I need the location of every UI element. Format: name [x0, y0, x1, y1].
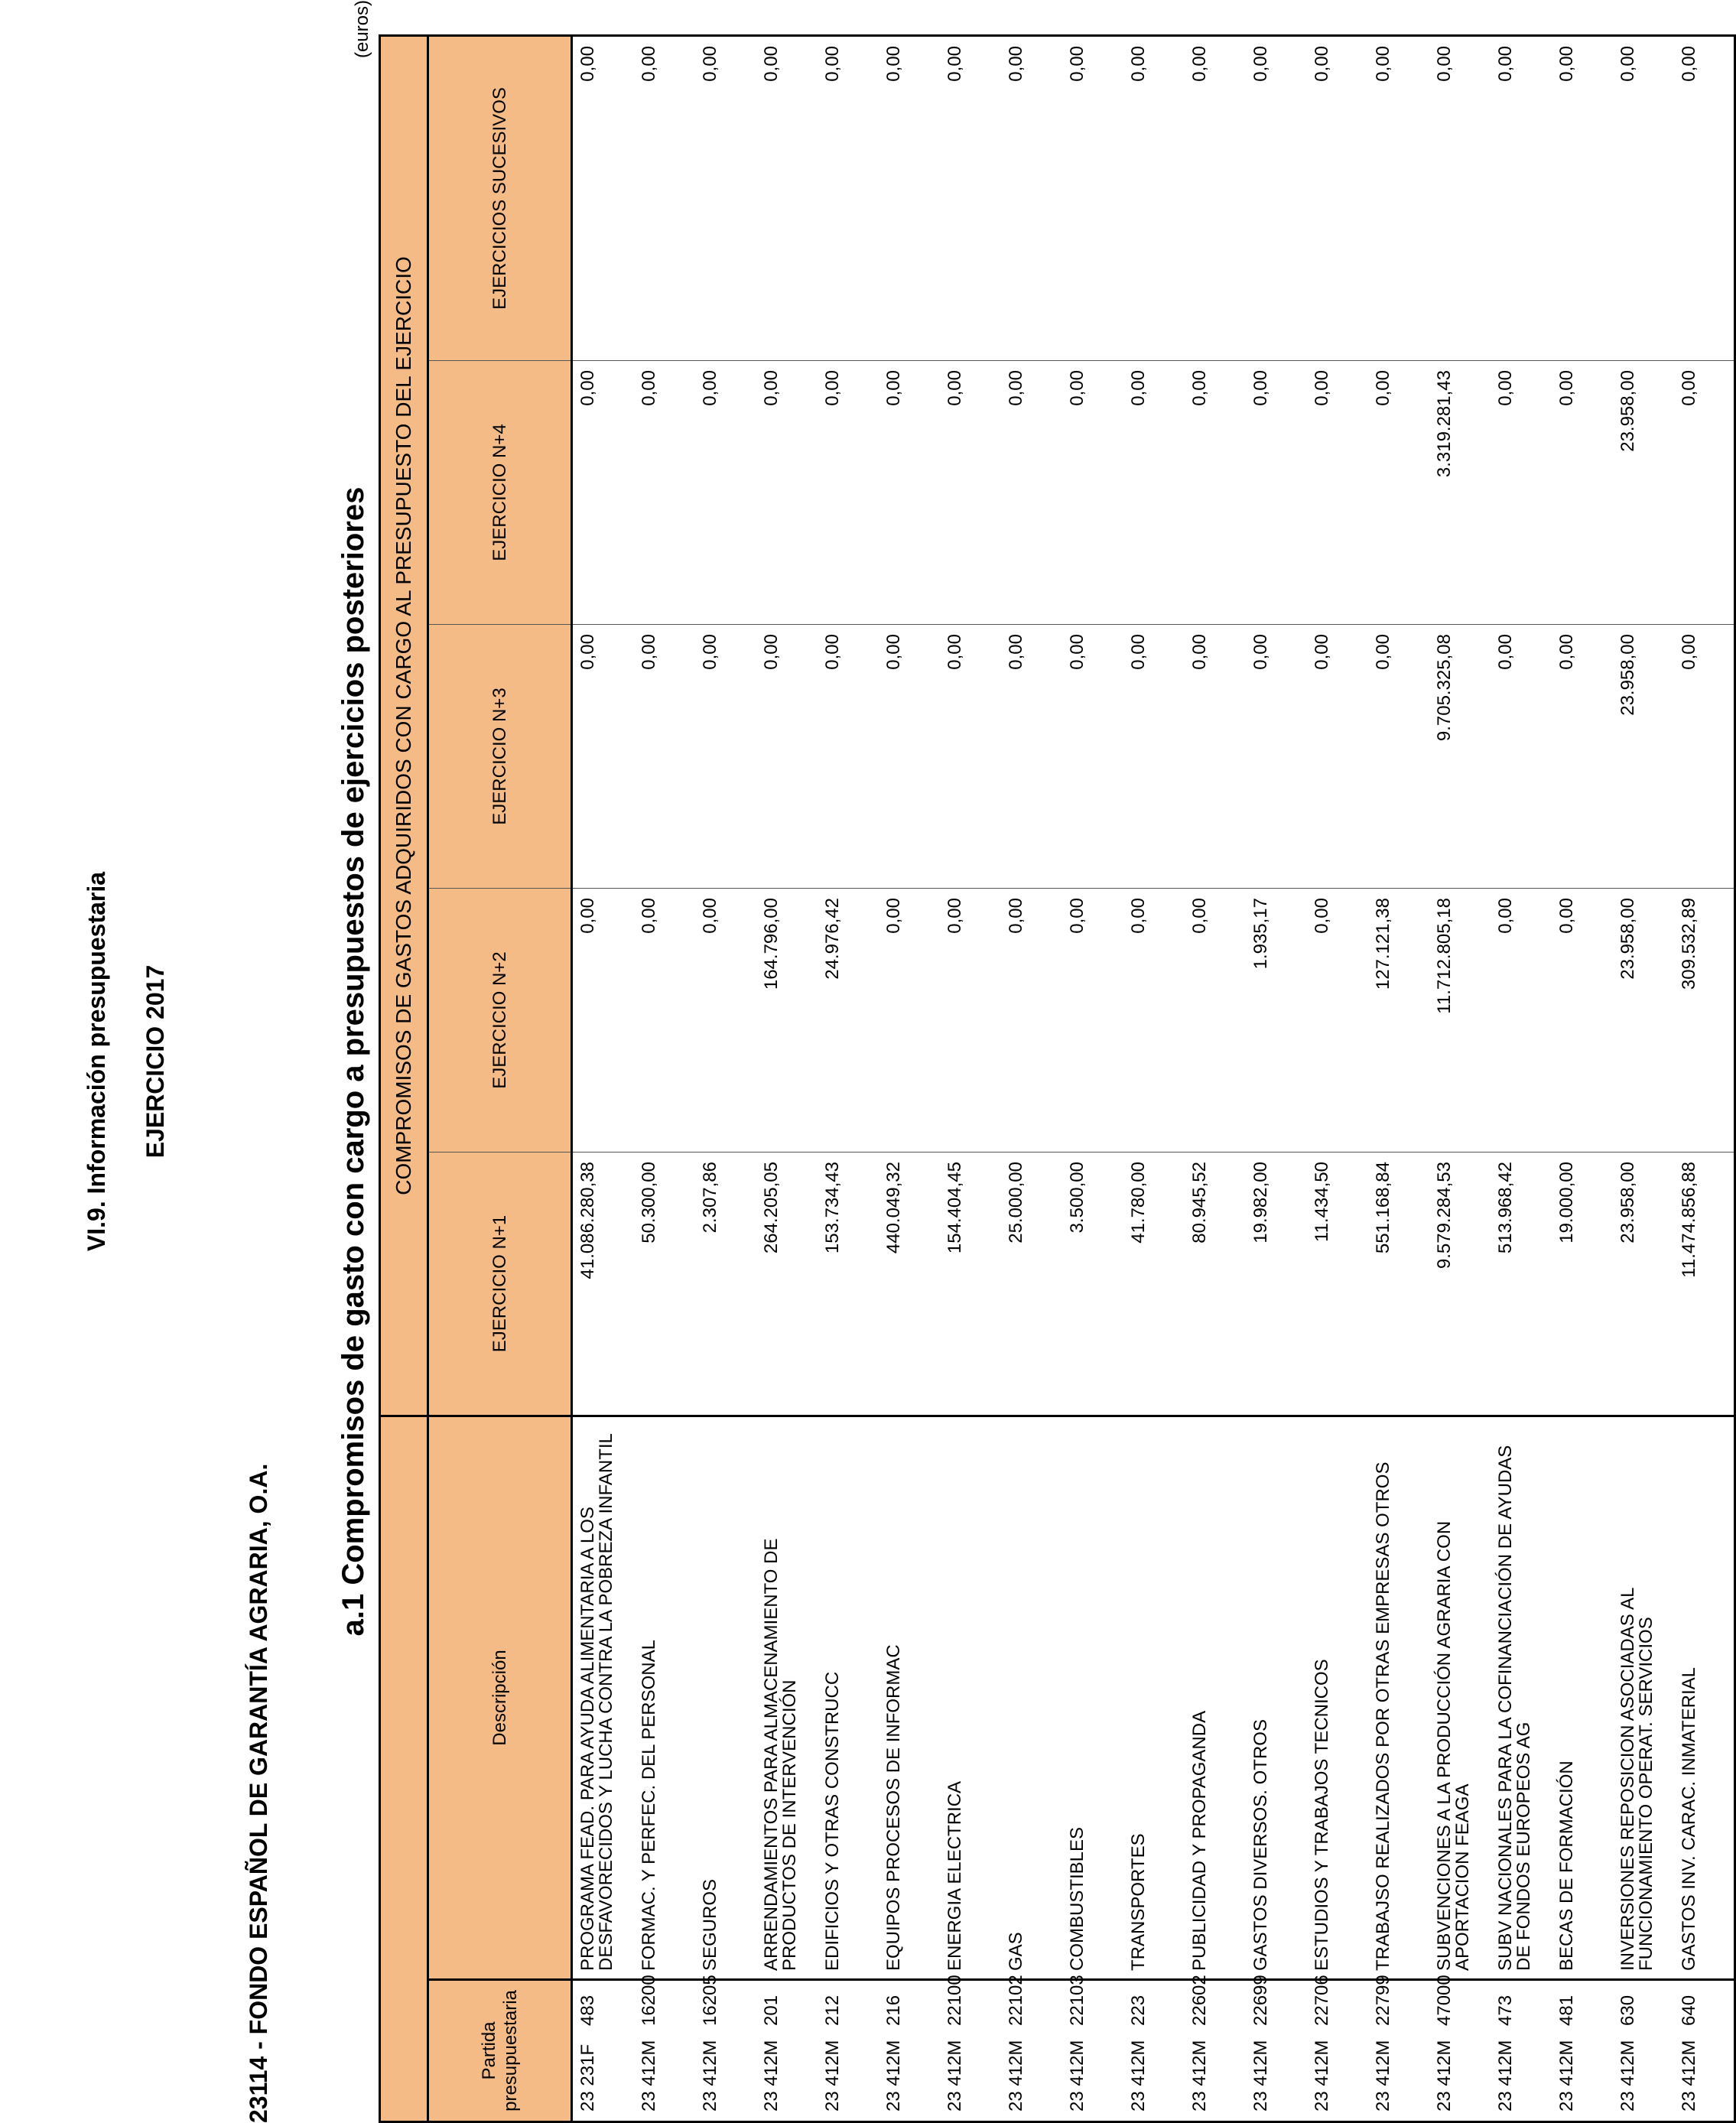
ejercicio-n3-cell: 0,00: [1491, 625, 1552, 889]
description-cell: [1674, 1416, 1735, 1980]
description-cell: [1613, 1416, 1674, 1980]
ejercicio-n1-cell: 11.474.856,88: [1674, 1153, 1735, 1416]
description-text: TRABAJSO REALIZADOS POR OTRAS EMPRESAS OTROS: [1373, 1461, 1393, 1971]
partida-section: 23 231F: [577, 2043, 598, 2112]
partida-cell: [634, 1975, 695, 2122]
ejercicios-sucesivos-cell: 0,00: [1613, 35, 1674, 360]
ejercicios-sucesivos-cell: 0,00: [634, 35, 695, 360]
ejercicio-n2-cell: 1.935,17: [1246, 889, 1307, 1153]
ejercicio-n3-cell: 0,00: [1123, 625, 1185, 889]
partida-section: 23 412M: [1556, 2040, 1577, 2112]
ejercicio-n1-cell: 440.049,32: [879, 1153, 940, 1416]
description-cell: [756, 1416, 818, 1980]
partida-section: 23 412M: [1495, 2040, 1516, 2112]
description-text: SEGUROS: [700, 1878, 720, 1971]
description-cell: [1307, 1416, 1368, 1980]
organization-name: 23114 - FONDO ESPAÑOL DE GARANTÍA AGRARIA, O.A.: [245, 1463, 272, 2123]
partida-code: 212: [822, 1995, 843, 2026]
description-text: ENERGIA ELECTRICA: [944, 1780, 965, 1971]
ejercicio-n2-cell: 0,00: [1185, 889, 1246, 1153]
column-header-partida: Partida presupuestaria: [428, 1980, 572, 2122]
ejercicio-n4-cell: 0,00: [1062, 361, 1123, 625]
partida-code: 22699: [1250, 1975, 1271, 2026]
description-cell: [1429, 1416, 1491, 1980]
partida-section: 23 412M: [1373, 2040, 1393, 2112]
partida-cell: [1246, 1975, 1307, 2122]
partida-cell: [756, 1980, 818, 2122]
table-row: [1552, 35, 1613, 2121]
partida-cell: [1491, 1980, 1552, 2122]
ejercicio-n4-cell: 0,00: [756, 361, 818, 625]
description-text: SUBVENCIONES A LA PRODUCCIÓN AGRARIA CON APORTACION FEAGA: [1434, 1520, 1473, 1971]
partida-section: 23 412M: [1189, 2040, 1210, 2112]
ejercicio-n2-cell: 0,00: [1552, 889, 1613, 1153]
ejercicios-sucesivos-cell: 0,00: [695, 35, 756, 360]
partida-cell: [1429, 1975, 1491, 2122]
ejercicio-n1-cell: 264.205,05: [756, 1153, 818, 1416]
ejercicio-n4-cell: 0,00: [572, 361, 635, 625]
table-row: [1674, 35, 1735, 2121]
partida-cell: [940, 1975, 1001, 2122]
description-cell: [1552, 1416, 1613, 1980]
partida-section: 23 412M: [1128, 2040, 1149, 2112]
ejercicio-n1-cell: 80.945,52: [1185, 1153, 1246, 1416]
partida-section: 23 412M: [639, 2040, 659, 2112]
description-cell: [634, 1416, 695, 1980]
partida-cell: [1613, 1980, 1674, 2122]
partida-cell: [879, 1980, 940, 2122]
ejercicio-n1-cell: 25.000,00: [1001, 1153, 1062, 1416]
partida-code: 216: [883, 1995, 904, 2026]
partida-cell: [695, 1975, 756, 2122]
ejercicio-n1-cell: 154.404,45: [940, 1153, 1001, 1416]
description-text: FORMAC. Y PERFEC. DEL PERSONAL: [639, 1640, 659, 1971]
ejercicios-sucesivos-cell: 0,00: [1368, 35, 1429, 360]
table-row: [695, 35, 756, 2121]
partida-code: 640: [1679, 1995, 1699, 2026]
partida-section: 23 412M: [944, 2040, 965, 2112]
ejercicio-n3-cell: 0,00: [940, 625, 1001, 889]
ejercicio-n3-cell: 0,00: [1062, 625, 1123, 889]
table-row: [1368, 35, 1429, 2121]
column-header-n2: EJERCICIO N+2: [428, 889, 572, 1153]
column-header-n3: EJERCICIO N+3: [428, 625, 572, 889]
description-cell: [818, 1416, 879, 1980]
ejercicio-n1-cell: 50.300,00: [634, 1153, 695, 1416]
partida-code: 16205: [700, 1975, 720, 2026]
description-cell: [940, 1416, 1001, 1980]
description-cell: [1001, 1416, 1062, 1980]
partida-code: 481: [1556, 1995, 1577, 2026]
ejercicio-n4-cell: 0,00: [695, 361, 756, 625]
partida-code: 22102: [1006, 1975, 1026, 2026]
ejercicio-n2-cell: 0,00: [940, 889, 1001, 1153]
partida-code: 22706: [1312, 1975, 1332, 2026]
ejercicio-n2-cell: 0,00: [695, 889, 756, 1153]
description-text: ARRENDAMIENTOS PARA ALMACENAMIENTO DE PRODUCTOS DE INTERVENCIÓN: [761, 1538, 800, 1971]
description-text: GASTOS DIVERSOS. OTROS: [1250, 1719, 1271, 1971]
ejercicios-sucesivos-cell: 0,00: [879, 35, 940, 360]
partida-section: 23 412M: [1250, 2040, 1271, 2112]
ejercicios-sucesivos-cell: 0,00: [818, 35, 879, 360]
page-title: VI.9. Información presupuestaria: [83, 871, 110, 1252]
ejercicio-n3-cell: 0,00: [879, 625, 940, 889]
ejercicio-n2-cell: 24.976,42: [818, 889, 879, 1153]
table-row: [634, 35, 695, 2121]
section-title: a.1 Compromisos de gasto con cargo a presupuestos de ejercicios posteriores: [336, 486, 370, 1637]
description-text: EQUIPOS PROCESOS DE INFORMAC: [883, 1644, 904, 1971]
table-body: [572, 35, 1735, 2121]
description-text: GASTOS INV. CARAC. INMATERIAL: [1679, 1667, 1699, 1971]
description-cell: [1246, 1416, 1307, 1980]
partida-section: 23 412M: [700, 2040, 720, 2112]
ejercicio-n3-cell: 0,00: [1368, 625, 1429, 889]
ejercicio-n4-cell: 0,00: [1307, 361, 1368, 625]
table-row: [879, 35, 940, 2121]
partida-section: 23 412M: [1067, 2040, 1087, 2112]
description-text: PROGRAMA FEAD. PARA AYUDA ALIMENTARIA A LOS DESFAVORECIDOS Y LUCHA CONTRA LA POBREZA INFANTIL: [577, 1433, 616, 1971]
table-row: [1001, 35, 1062, 2121]
description-cell: [879, 1416, 940, 1980]
partida-cell: [1062, 1975, 1123, 2122]
partida-cell: [818, 1980, 879, 2122]
ejercicios-sucesivos-cell: 0,00: [1001, 35, 1062, 360]
ejercicio-n2-cell: 127.121,38: [1368, 889, 1429, 1153]
ejercicio-n1-cell: 41.086.280,38: [572, 1153, 635, 1416]
ejercicio-n2-cell: 0,00: [1123, 889, 1185, 1153]
units-label: (euros): [352, 0, 372, 59]
description-cell: [1062, 1416, 1123, 1980]
partida-code: 483: [577, 1995, 598, 2026]
ejercicio-n1-cell: 551.168,84: [1368, 1153, 1429, 1416]
ejercicios-sucesivos-cell: 0,00: [572, 35, 635, 360]
ejercicios-sucesivos-cell: 0,00: [1062, 35, 1123, 360]
table-row: [1062, 35, 1123, 2121]
description-cell: [1185, 1416, 1246, 1980]
partida-section: 23 412M: [1006, 2040, 1026, 2112]
description-text: ESTUDIOS Y TRABAJOS TECNICOS: [1312, 1659, 1332, 1971]
partida-code: 22602: [1189, 1975, 1210, 2026]
column-header-descripcion: Descripción: [428, 1416, 572, 1980]
commitments-table: [379, 34, 1736, 2123]
ejercicio-n2-cell: 0,00: [572, 889, 635, 1153]
table-row: [1429, 35, 1491, 2121]
column-header-n1: EJERCICIO N+1: [428, 1153, 572, 1416]
partida-section: 23 412M: [1434, 2040, 1455, 2112]
ejercicio-n2-cell: 164.796,00: [756, 889, 818, 1153]
table-row: [818, 35, 879, 2121]
description-text: BECAS DE FORMACIÓN: [1556, 1760, 1577, 1971]
ejercicio-n3-cell: 0,00: [572, 625, 635, 889]
ejercicio-n1-cell: 11.434,50: [1307, 1153, 1368, 1416]
table-row: [572, 35, 635, 2121]
ejercicio-n1-cell: 19.000,00: [1552, 1153, 1613, 1416]
description-text: INVERSIONES REPOSICION ASOCIADAS AL FUNCIONAMIENTO OPERAT. SERVICIOS: [1617, 1588, 1656, 1971]
partida-code: 473: [1495, 1995, 1516, 2026]
ejercicios-sucesivos-cell: 0,00: [1552, 35, 1613, 360]
ejercicios-sucesivos-cell: 0,00: [1246, 35, 1307, 360]
ejercicio-n3-cell: 23.958,00: [1613, 625, 1674, 889]
ejercicio-n1-cell: 9.579.284,53: [1429, 1153, 1491, 1416]
ejercicio-n1-cell: 513.968,42: [1491, 1153, 1552, 1416]
ejercicio-n4-cell: 3.319.281,43: [1429, 361, 1491, 625]
partida-code: 16200: [639, 1975, 659, 2026]
table-row: [1613, 35, 1674, 2121]
ejercicio-n1-cell: 2.307,86: [695, 1153, 756, 1416]
description-cell: [1368, 1416, 1429, 1980]
ejercicios-sucesivos-cell: 0,00: [1674, 35, 1735, 360]
ejercicio-n2-cell: 0,00: [1062, 889, 1123, 1153]
partida-cell: [1185, 1975, 1246, 2122]
description-text: PUBLICIDAD Y PROPAGANDA: [1189, 1710, 1210, 1971]
ejercicio-n4-cell: 0,00: [1491, 361, 1552, 625]
ejercicio-n3-cell: 0,00: [1674, 625, 1735, 889]
description-text: SUBV NACIONALES PARA LA COFINANCIACIÓN DE AYUDAS DE FONDOS EUROPEOS AG: [1495, 1445, 1534, 1971]
ejercicios-sucesivos-cell: 0,00: [1123, 35, 1185, 360]
column-header-n4: EJERCICIO N+4: [428, 361, 572, 625]
ejercicio-n4-cell: 23.958,00: [1613, 361, 1674, 625]
ejercicio-n3-cell: 9.705.325,08: [1429, 625, 1491, 889]
ejercicio-n1-cell: 19.982,00: [1246, 1153, 1307, 1416]
partida-cell: [1307, 1975, 1368, 2122]
table-row: [1123, 35, 1185, 2121]
ejercicio-n4-cell: 0,00: [634, 361, 695, 625]
ejercicios-sucesivos-cell: 0,00: [1185, 35, 1246, 360]
ejercicio-n4-cell: 0,00: [818, 361, 879, 625]
ejercicio-n2-cell: 0,00: [1491, 889, 1552, 1153]
description-cell: [1123, 1416, 1185, 1980]
ejercicio-n2-cell: 0,00: [1001, 889, 1062, 1153]
ejercicio-n1-cell: 3.500,00: [1062, 1153, 1123, 1416]
partida-code: 201: [761, 1995, 782, 2026]
ejercicio-n2-cell: 0,00: [1307, 889, 1368, 1153]
ejercicio-n4-cell: 0,00: [1123, 361, 1185, 625]
partida-code: 22103: [1067, 1975, 1087, 2026]
partida-section: 23 412M: [761, 2040, 782, 2112]
table-row: [940, 35, 1001, 2121]
description-text: EDIFICIOS Y OTRAS CONSTRUCC: [822, 1671, 843, 1971]
ejercicio-n1-cell: 23.958,00: [1613, 1153, 1674, 1416]
partida-section: 23 412M: [1679, 2040, 1699, 2112]
description-text: TRANSPORTES: [1128, 1833, 1149, 1971]
page-subtitle: EJERCICIO 2017: [141, 964, 169, 1159]
partida-cell: [1674, 1980, 1735, 2122]
column-header-sucesivos: EJERCICIOS SUCESIVOS: [428, 35, 572, 360]
ejercicios-sucesivos-cell: 0,00: [1491, 35, 1552, 360]
partida-code: 22100: [944, 1975, 965, 2026]
ejercicio-n4-cell: 0,00: [940, 361, 1001, 625]
ejercicios-sucesivos-cell: 0,00: [1429, 35, 1491, 360]
table-row: [1246, 35, 1307, 2121]
partida-cell: [1001, 1975, 1062, 2122]
ejercicio-n4-cell: 0,00: [1368, 361, 1429, 625]
ejercicio-n4-cell: 0,00: [1001, 361, 1062, 625]
partida-section: 23 412M: [1617, 2040, 1638, 2112]
description-text: GAS: [1006, 1932, 1026, 1971]
ejercicio-n2-cell: 0,00: [879, 889, 940, 1153]
table-row: [1491, 35, 1552, 2121]
description-cell: [695, 1416, 756, 1980]
partida-code: 22799: [1373, 1975, 1393, 2026]
ejercicio-n3-cell: 0,00: [1246, 625, 1307, 889]
ejercicio-n4-cell: 0,00: [879, 361, 940, 625]
partida-section: 23 412M: [1312, 2040, 1332, 2112]
partida-cell: [1123, 1980, 1185, 2122]
partida-section: 23 412M: [883, 2040, 904, 2112]
ejercicio-n3-cell: 0,00: [634, 625, 695, 889]
ejercicio-n3-cell: 0,00: [756, 625, 818, 889]
table-row: [1185, 35, 1246, 2121]
ejercicio-n2-cell: 11.712.805,18: [1429, 889, 1491, 1153]
group-header: COMPROMISOS DE GASTOS ADQUIRIDOS CON CARGO AL PRESUPUESTO DEL EJERCICIO: [380, 35, 428, 1416]
description-cell: [1491, 1416, 1552, 1980]
description-cell: [572, 1416, 635, 1980]
ejercicio-n3-cell: 0,00: [818, 625, 879, 889]
ejercicio-n1-cell: 153.734,43: [818, 1153, 879, 1416]
description-text: COMBUSTIBLES: [1067, 1826, 1087, 1971]
partida-cell: [1368, 1975, 1429, 2122]
group-header-blank: [380, 1416, 428, 2122]
ejercicio-n3-cell: 0,00: [1552, 625, 1613, 889]
ejercicio-n4-cell: 0,00: [1246, 361, 1307, 625]
partida-cell: [572, 1980, 635, 2122]
ejercicio-n2-cell: 309.532,89: [1674, 889, 1735, 1153]
partida-code: 223: [1128, 1995, 1149, 2026]
partida-code: 630: [1617, 1995, 1638, 2026]
ejercicio-n3-cell: 0,00: [1001, 625, 1062, 889]
ejercicios-sucesivos-cell: 0,00: [940, 35, 1001, 360]
table-row: [756, 35, 818, 2121]
ejercicio-n3-cell: 0,00: [695, 625, 756, 889]
ejercicios-sucesivos-cell: 0,00: [1307, 35, 1368, 360]
ejercicio-n3-cell: 0,00: [1185, 625, 1246, 889]
ejercicio-n1-cell: 41.780,00: [1123, 1153, 1185, 1416]
ejercicio-n4-cell: 0,00: [1552, 361, 1613, 625]
partida-section: 23 412M: [822, 2040, 843, 2112]
ejercicio-n2-cell: 0,00: [634, 889, 695, 1153]
ejercicios-sucesivos-cell: 0,00: [756, 35, 818, 360]
ejercicio-n4-cell: 0,00: [1185, 361, 1246, 625]
ejercicio-n4-cell: 0,00: [1674, 361, 1735, 625]
table-row: [1307, 35, 1368, 2121]
ejercicio-n2-cell: 23.958,00: [1613, 889, 1674, 1153]
ejercicio-n3-cell: 0,00: [1307, 625, 1368, 889]
partida-cell: [1552, 1980, 1613, 2122]
partida-code: 47000: [1434, 1975, 1455, 2026]
